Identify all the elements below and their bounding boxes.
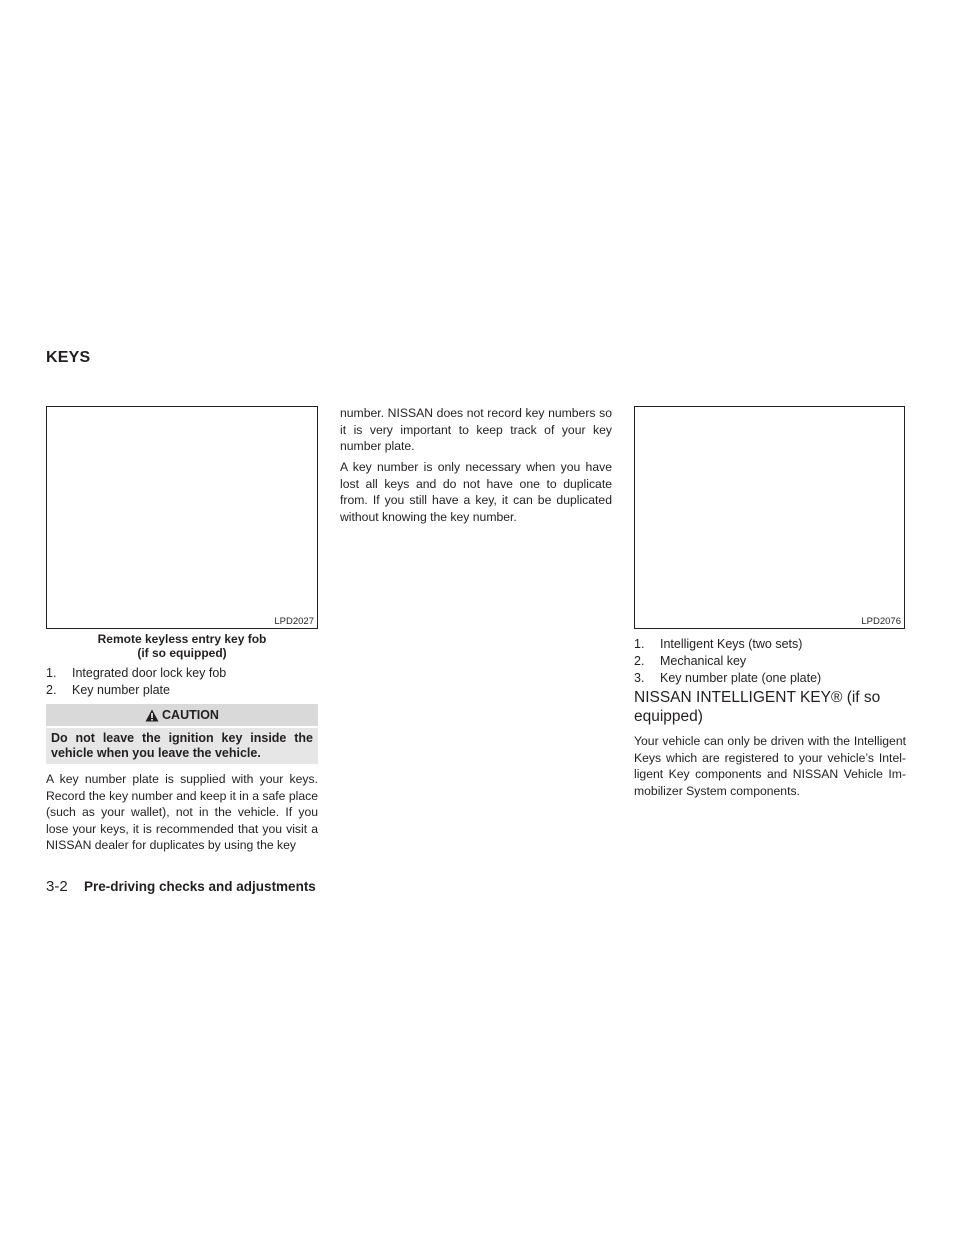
list-item-number: 2.: [634, 654, 645, 668]
caution-header: [46, 704, 318, 726]
caution-text: Do not leave the ignition key inside the vehicle when you leave the vehicle.: [46, 728, 318, 764]
section-title: KEYS: [46, 349, 91, 366]
key-number-continued-paragraph: number. NISSAN does not record key numbers so it is very important to keep track of your key number plate.: [340, 406, 612, 454]
list-item-number: 1.: [634, 637, 645, 651]
figure-intelligent-keys: [634, 406, 905, 629]
list-item-text: Integrated door lock key fob: [72, 666, 227, 680]
intelligent-key-heading: NISSAN INTELLIGENT KEY® (if so equipped): [634, 689, 881, 725]
figure-code: LPD2076: [861, 616, 901, 627]
list-item-number: 3.: [634, 671, 645, 685]
list-item-text: Key number plate (one plate): [660, 671, 822, 685]
list-item-text: Key number plate: [72, 683, 170, 697]
intelligent-key-paragraph: Your vehicle can only be driven with the Intelligent Keys which are registered to your vehicle’s Intel-ligent Key components and NISSAN Vehicle Im-mobilizer System components.: [634, 734, 906, 798]
list-item-number: 1.: [46, 666, 57, 680]
duplicate-key-paragraph: A key number is only necessary when you have lost all keys and do not have one to duplicate from. If you still have a key, it can be duplicated without knowing the key number.: [340, 460, 612, 524]
figure-caption: Remote keyless entry key fob (if so equipped): [97, 632, 267, 660]
page-number: 3-2: [46, 878, 68, 895]
warning-icon: [145, 709, 159, 722]
chapter-title: Pre-driving checks and adjustments: [84, 879, 316, 894]
intelligent-key-legend-list: [634, 636, 906, 687]
figure-code: LPD2027: [274, 616, 314, 627]
list-item-text: Intelligent Keys (two sets): [660, 637, 803, 651]
list-item: [634, 653, 906, 670]
list-item: [46, 682, 318, 699]
caution-title: CAUTION: [162, 708, 219, 722]
key-number-paragraph: A key number plate is supplied with your keys. Record the key number and keep it in a safe place (such as your wallet), not in the vehicle. If you lose your keys, it is recommended that you visit a NISSAN dealer for duplicates by using the key: [46, 772, 318, 853]
figure-key-fob: [46, 406, 318, 629]
list-item-text: Mechanical key: [660, 654, 747, 668]
figure-legend-list: [46, 665, 318, 699]
list-item-number: 2.: [46, 683, 57, 697]
list-item: [634, 670, 906, 687]
list-item: [634, 636, 906, 653]
list-item: [46, 665, 318, 682]
